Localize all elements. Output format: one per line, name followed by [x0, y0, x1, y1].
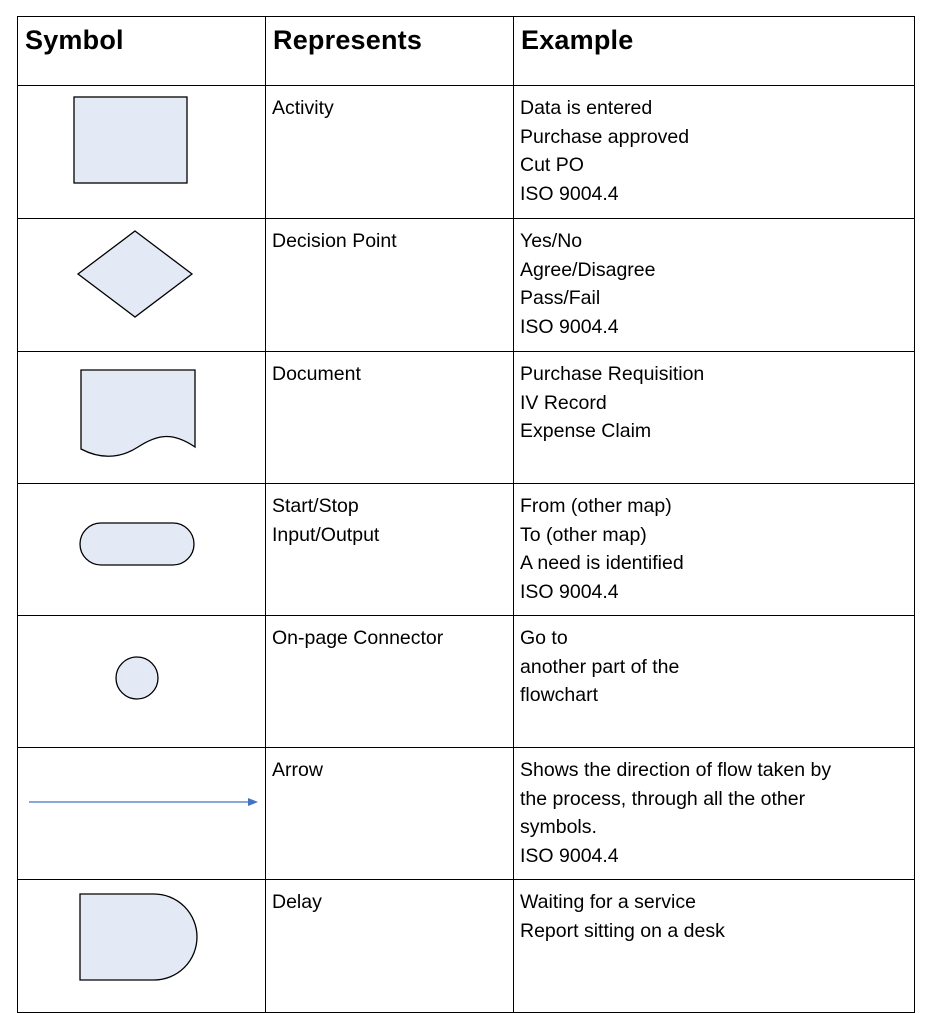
represents-cell: [266, 352, 514, 484]
example-text: IV Record: [520, 391, 607, 414]
example-text: Purchase approved: [520, 125, 690, 148]
represents-text: Decision Point: [272, 230, 397, 252]
example-text: Yes/No: [520, 230, 583, 252]
represents-text: Document: [272, 363, 361, 385]
table-row: [18, 748, 915, 880]
example-cell: [514, 484, 915, 616]
flowchart-symbols-table: [17, 16, 915, 1013]
table-row: [18, 484, 915, 616]
represents-cell: [266, 219, 514, 352]
header-represents: Represents: [266, 17, 514, 86]
header-symbol: Symbol: [18, 17, 266, 86]
represents-text: Input/Output: [272, 523, 380, 546]
represents-cell: [266, 86, 514, 219]
example-text: Agree/Disagree: [520, 258, 656, 281]
header-example: Example: [514, 17, 915, 86]
represents-text: On-page Connector: [272, 627, 444, 649]
example-cell: [514, 880, 915, 1013]
symbol-cell: [18, 86, 266, 219]
example-text: the process, through all the other: [520, 787, 806, 810]
table-row: [18, 616, 915, 748]
represents-cell: [266, 484, 514, 616]
document-icon: [18, 352, 264, 475]
example-text: Pass/Fail: [520, 287, 601, 309]
example-text: another part of the: [520, 655, 680, 678]
example-text: symbols.: [520, 816, 597, 838]
represents-cell: [266, 748, 514, 880]
symbol-cell: [18, 880, 266, 1013]
terminator-icon: [18, 484, 264, 607]
symbol-cell: [18, 616, 266, 748]
header-row: [18, 17, 915, 86]
represents-text: Arrow: [272, 759, 323, 781]
example-text: To (other map): [520, 523, 647, 546]
example-cell: [514, 352, 915, 484]
example-text: Cut PO: [520, 154, 584, 176]
example-text: Waiting for a service: [520, 891, 696, 913]
example-text: A need is identified: [520, 552, 684, 574]
example-text: Expense Claim: [520, 420, 652, 442]
table-row: [18, 352, 915, 484]
arrow-icon: [18, 748, 264, 871]
example-cell: [514, 616, 915, 748]
delay-icon: [18, 880, 264, 1004]
example-text: From (other map): [520, 495, 672, 517]
symbol-cell: [18, 748, 266, 880]
rectangle-icon: [18, 86, 264, 210]
represents-cell: [266, 616, 514, 748]
example-text: ISO 9004.4: [520, 315, 619, 338]
example-text: flowchart: [520, 684, 599, 706]
example-cell: [514, 748, 915, 880]
example-text: Go to: [520, 627, 568, 649]
symbol-cell: [18, 484, 266, 616]
example-text: Data is entered: [520, 97, 653, 119]
example-text: Purchase Requisition: [520, 363, 705, 385]
represents-text: Delay: [272, 891, 322, 913]
example-cell: [514, 86, 915, 219]
example-text: Report sitting on a desk: [520, 919, 725, 942]
example-text: ISO 9004.4: [520, 580, 619, 603]
diamond-icon: [18, 219, 264, 343]
example-cell: [514, 219, 915, 352]
symbol-cell: [18, 219, 266, 352]
table-row: [18, 219, 915, 352]
example-text: Shows the direction of flow taken by: [520, 759, 832, 781]
table-row: [18, 880, 915, 1013]
circle-connector-icon: [18, 616, 264, 739]
represents-cell: [266, 880, 514, 1013]
represents-text: Activity: [272, 97, 334, 119]
example-text: ISO 9004.4: [520, 182, 619, 205]
table-row: [18, 86, 915, 219]
represents-text: Start/Stop: [272, 495, 359, 517]
example-text: ISO 9004.4: [520, 844, 619, 867]
symbol-cell: [18, 352, 266, 484]
